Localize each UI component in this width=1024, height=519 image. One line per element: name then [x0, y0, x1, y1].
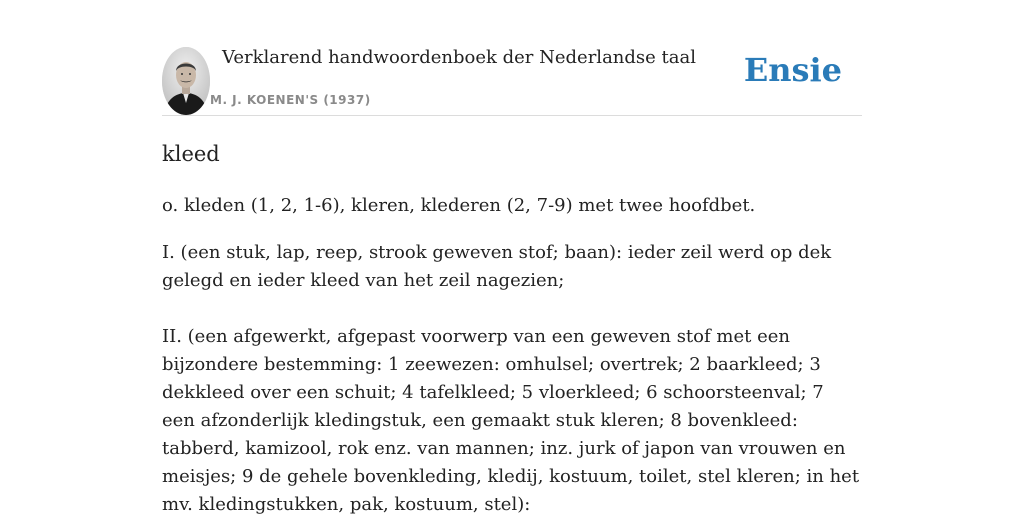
entry-paragraph: o. kleden (1, 2, 1-6), kleren, klederen (2, 7-9) met twee hoofdbet. — [162, 195, 756, 216]
entry-paragraph: II. (een afgewerkt, afgepast voorwerp van een geweven stof met een bijzondere bestemming: 1 zeewezen: omhulsel; overtrek; 2 baarkleed; 3 dekkleed over een schuit; 4 tafelkleed; 5 vloerkleed; 6 schoorsteenval; 7 een afzonderlijk kledingstuk, een gemaakt stuk kleren; 8 bovenkleed: tabberd, kamizool, rok enz. van mannen; inz. jurk of japon van vrouwen en meisjes; 9 de gehele bovenkleding, kledij, kostuum, toilet, stel kleren; in het mv. kledingstukken, pak, kostuum, stel): — [162, 326, 860, 515]
book-title: Verklarend handwoordenboek der Nederlandse taal — [222, 47, 696, 68]
portrait-image — [162, 47, 210, 115]
brand-logo-link[interactable]: Ensie — [743, 51, 842, 89]
entry-paragraph: I. (een stuk, lap, reep, strook geweven stof; baan): ieder zeil werd op dek gelegd en ieder kleed van het zeil nagezien; — [162, 242, 832, 291]
header — [162, 0, 862, 116]
page — [162, 0, 862, 515]
entry-term: kleed — [162, 142, 220, 166]
author-label: M. J. KOENEN'S (1937) — [210, 93, 371, 107]
author-portrait — [162, 47, 210, 115]
